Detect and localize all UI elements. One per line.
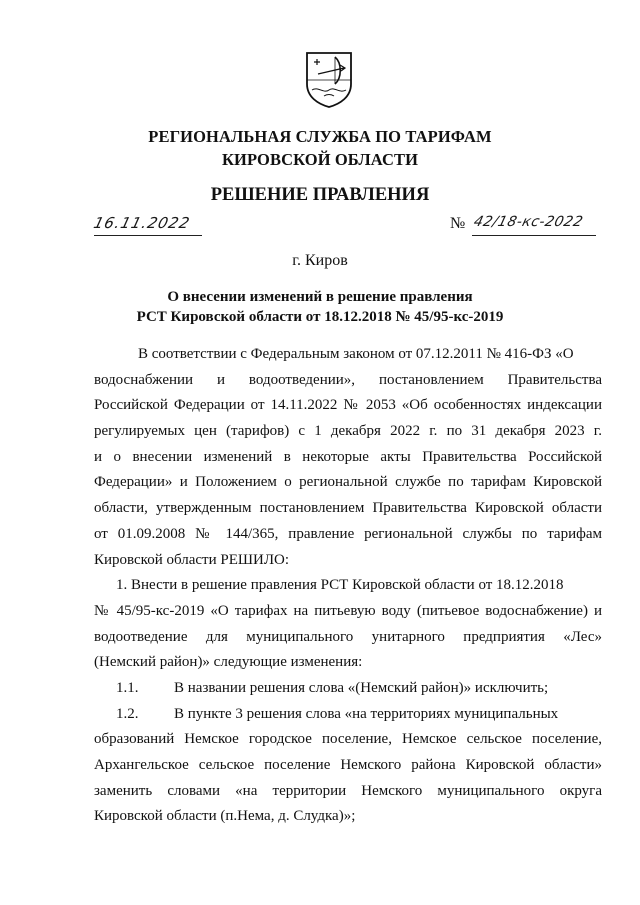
org-name-line-2: КИРОВСКОЙ ОБЛАСТИ	[221, 150, 419, 169]
body-line: Кировской области РЕШИЛО:	[94, 551, 290, 568]
body-line: Кировской области (п.Нема, д. Слудка)»;	[94, 808, 356, 825]
handwritten-number: 42/18-кс-2022	[472, 214, 585, 230]
body-line: В соответствии с Федеральным законом от 07.12.2011 № 416-ФЗ «О	[138, 346, 574, 362]
body-line: водоотведение для муниципального унитарного предприятия «Лес»	[94, 628, 602, 645]
kirov-coat-of-arms-icon	[304, 50, 354, 108]
org-name-line-1: РЕГИОНАЛЬНАЯ СЛУЖБА ПО ТАРИФАМ	[148, 127, 492, 146]
item-text: В названии решения слова «(Немский район)» исключить;	[174, 679, 549, 696]
number-sign: №	[450, 215, 466, 232]
document-date	[91, 214, 202, 238]
body-line: образований Немское городское поселение, Немское сельское поселение,	[94, 731, 602, 748]
body-line: водоснабжении и водоотведении», постановлением Правительства	[94, 371, 602, 388]
body-line: от 01.09.2008 № 144/365, правление региональной службы по тарифам	[94, 525, 602, 542]
body-line: заменить словами «на территории Немского муниципального округа	[94, 782, 602, 799]
body-line: Федерации» и Положением о региональной службе по тарифам Кировской	[94, 474, 602, 491]
date-underline	[94, 235, 202, 236]
body-line: регулируемых цен (тарифов) с 1 декабря 2022 г. по 31 декабря 2023 г.	[94, 423, 602, 440]
body-line: Архангельское сельское поселение Немского района Кировской области»	[94, 757, 602, 773]
item-number: 1.1.	[116, 679, 139, 696]
number-underline	[472, 235, 596, 236]
document-title: РЕШЕНИЕ ПРАВЛЕНИЯ	[210, 185, 430, 205]
subject-line-2: РСТ Кировской области от 18.12.2018 № 45/95-кс-2019	[136, 309, 504, 325]
body-line: Российской Федерации от 14.11.2022 № 2053 «Об особенностях индексации	[94, 397, 602, 414]
body-line: № 45/95-кс-2019 «О тарифах на питьевую воду (питьевое водоснабжение) и	[94, 602, 602, 619]
city-name: г. Киров	[292, 252, 348, 269]
item-number: 1.2.	[116, 705, 139, 722]
item-1-1	[94, 676, 602, 702]
body-line: 1. Внести в решение правления РСТ Кировской области от 18.12.2018	[116, 577, 564, 594]
subject-line-1: О внесении изменений в решение правления	[167, 289, 473, 305]
item-text: В пункте 3 решения слова «на территориях муниципальных	[174, 705, 559, 722]
body-line: области, утвержденным постановлением Правительства Кировской области	[94, 500, 602, 517]
body-line: (Немский район)» следующие изменения:	[94, 654, 363, 671]
document-body	[94, 342, 602, 830]
item-1-2	[94, 702, 602, 728]
handwritten-date: 16.11.2022	[91, 214, 193, 232]
document-number	[450, 214, 600, 238]
body-line: и о внесении изменений в некоторые акты Правительства Российской	[94, 448, 602, 465]
